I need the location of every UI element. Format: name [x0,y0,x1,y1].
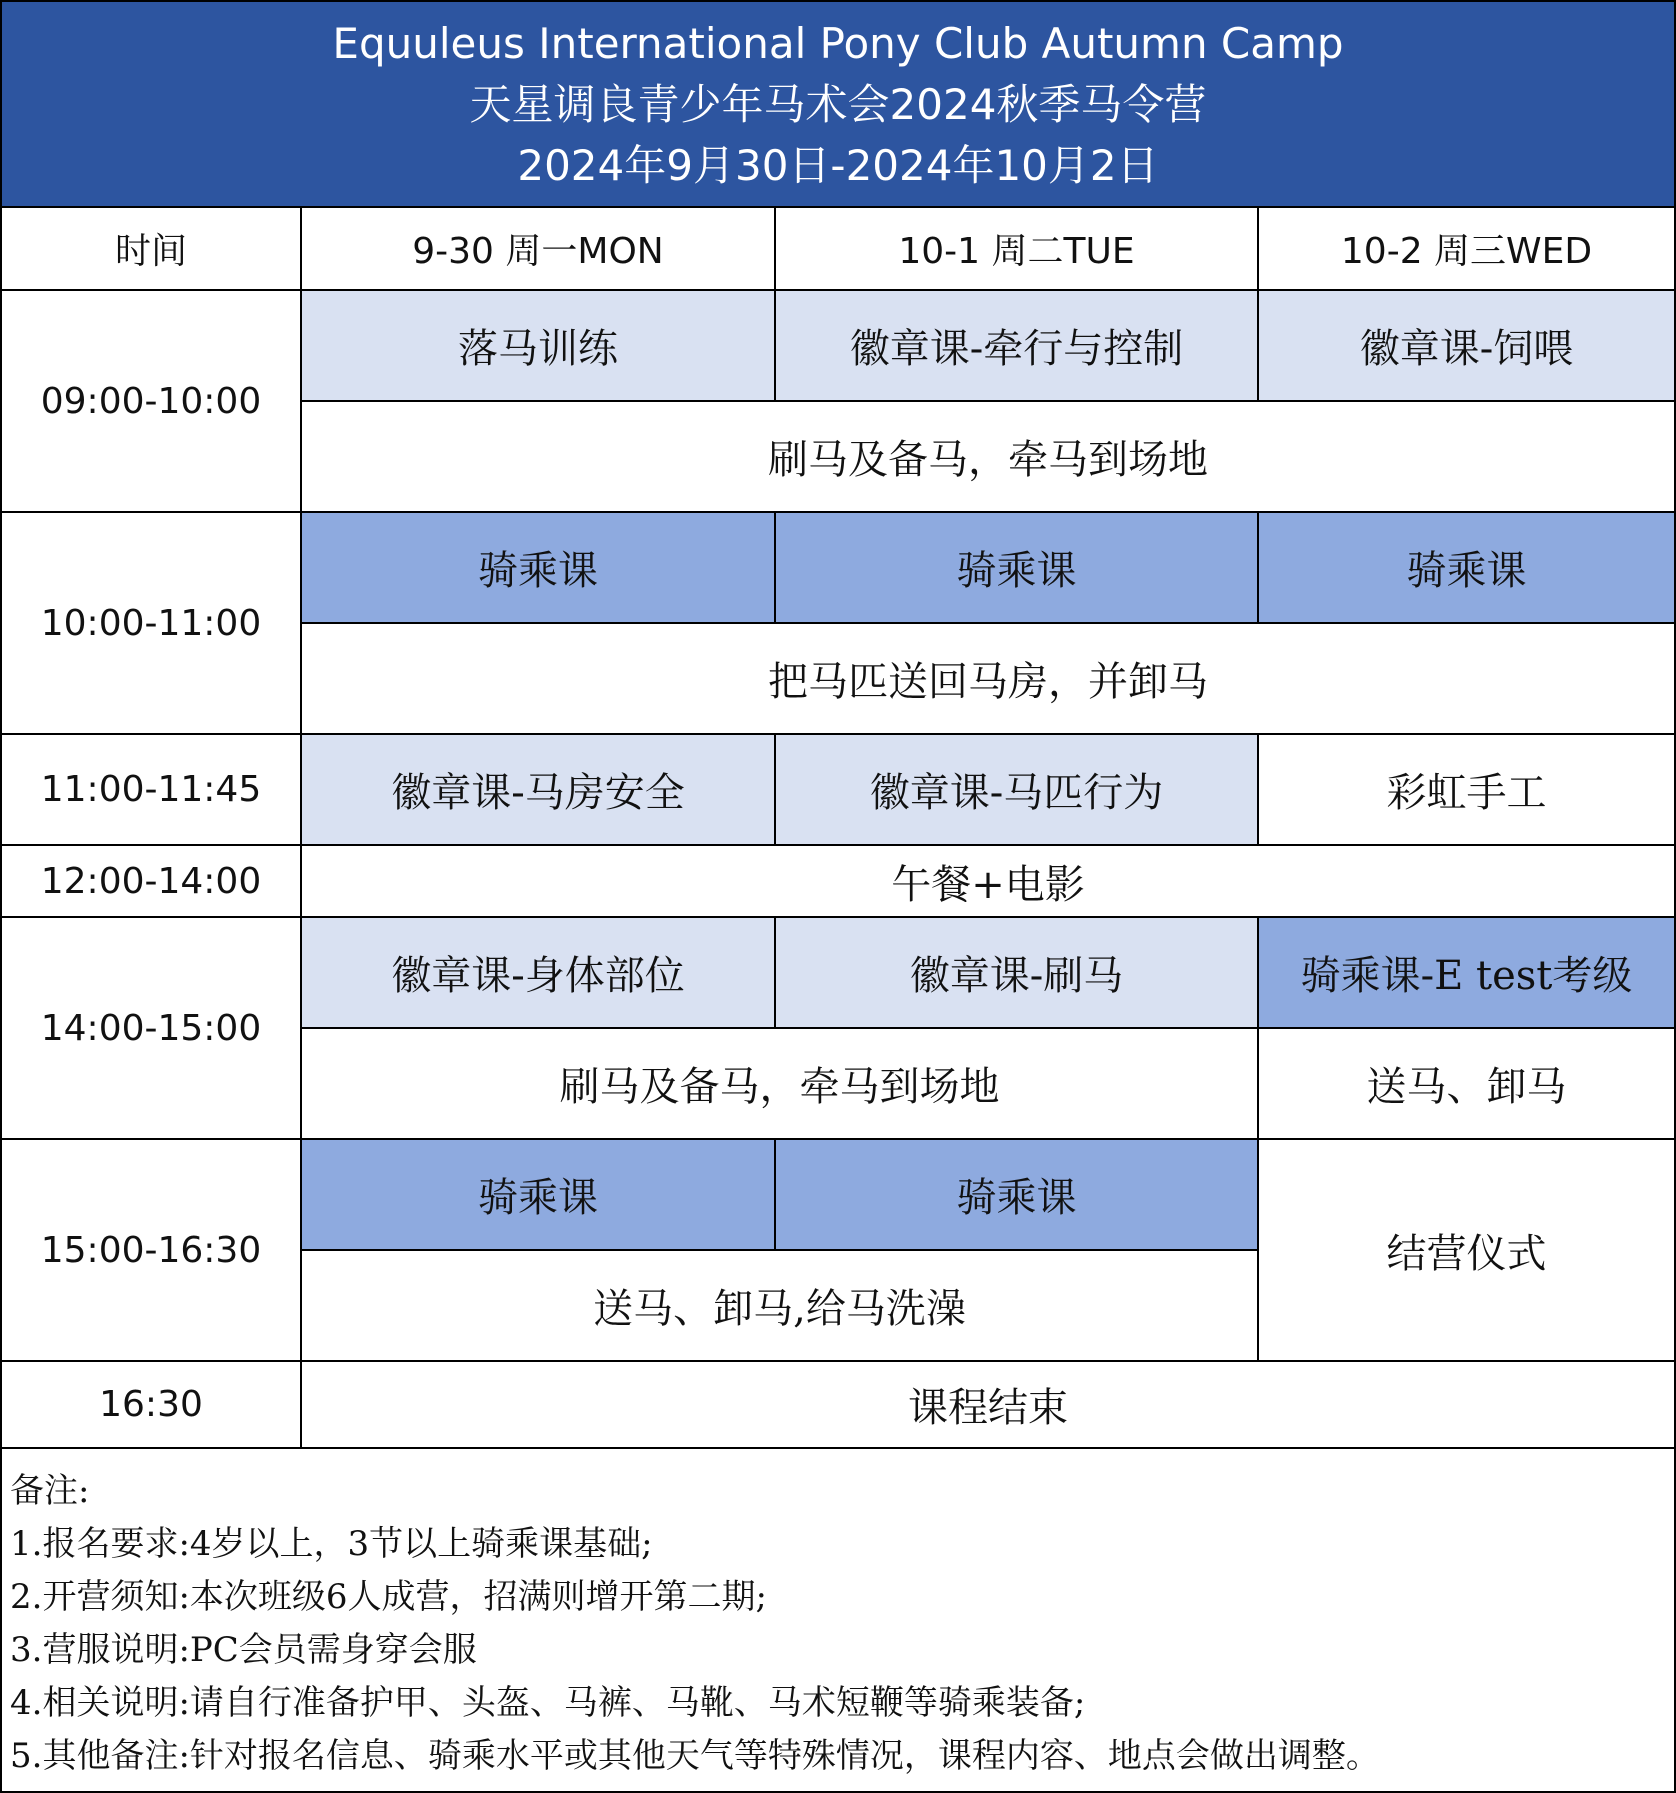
list-item [10,1624,1666,1677]
title-english: Equuleus International Pony Club Autumn Camp [332,18,1344,68]
table-row [2,845,1674,917]
time-slot-1000: 10:00-11:00 [2,512,301,734]
activity-cell: 徽章课-马匹行为 [775,734,1258,845]
activity-cell: 徽章课-身体部位 [301,917,775,1028]
activity-cell: 午餐+电影 [301,845,1674,917]
day-header-row [2,208,1674,290]
riding-cell: 骑乘课 [301,1139,775,1250]
table-row [2,290,1674,401]
activity-cell: 徽章课-马房安全 [301,734,775,845]
note-value: 4岁以上，3节以上骑乘课基础; [189,1524,653,1564]
time-column-header: 时间 [2,208,301,290]
note-key: 2.开营须知: [10,1577,190,1617]
riding-cell: 骑乘课 [301,512,775,623]
table-row [2,1361,1674,1448]
activity-cell: 落马训练 [301,290,775,401]
note-key: 1.报名要求: [10,1524,190,1564]
list-item [10,1730,1666,1783]
note-key: 5.其他备注: [10,1736,190,1776]
list-item [10,1518,1666,1571]
riding-exam-cell: 骑乘课-E test考级 [1258,917,1674,1028]
closing-ceremony-cell: 结营仪式 [1258,1139,1674,1361]
day-header-mon: 9-30 周一MON [301,208,775,290]
table-row [2,1139,1674,1250]
table-row [2,512,1674,623]
activity-cell: 课程结束 [301,1361,1674,1448]
riding-cell: 骑乘课 [775,1139,1258,1250]
activity-cell: 刷马及备马，牵马到场地 [301,401,1674,512]
riding-cell: 骑乘课 [775,512,1258,623]
activity-cell: 徽章课-饲喂 [1258,290,1674,401]
schedule-table [2,208,1674,1449]
time-slot-1200: 12:00-14:00 [2,845,301,917]
notes-section [2,1449,1674,1783]
note-value: PC会员需身穿会服 [189,1630,477,1670]
notes-heading: 备注: [10,1471,90,1511]
activity-cell: 把马匹送回马房，并卸马 [301,623,1674,734]
time-slot-1500: 15:00-16:30 [2,1139,301,1361]
day-header-wed: 10-2 周三WED [1258,208,1674,290]
title-chinese: 天星调良青少年马术会2024秋季马令营 [469,79,1207,129]
note-key: 3.营服说明: [10,1630,190,1670]
table-row [2,734,1674,845]
header-banner [2,2,1674,208]
note-value: 针对报名信息、骑乘水平或其他天气等特殊情况，课程内容、地点会做出调整。 [189,1736,1380,1776]
note-value: 请自行准备护甲、头盔、马裤、马靴、马术短鞭等骑乘装备; [189,1683,1086,1723]
activity-cell: 送马、卸马,给马洗澡 [301,1250,1258,1361]
camp-dates: 2024年9月30日-2024年10月2日 [517,140,1159,190]
activity-cell: 送马、卸马 [1258,1028,1674,1139]
activity-cell: 彩虹手工 [1258,734,1674,845]
list-item [10,1677,1666,1730]
time-slot-1630: 16:30 [2,1361,301,1448]
activity-cell: 徽章课-牵行与控制 [775,290,1258,401]
list-item [10,1571,1666,1624]
note-value: 本次班级6人成营，招满则增开第二期; [189,1577,767,1617]
day-header-tue: 10-1 周二TUE [775,208,1258,290]
table-row [2,917,1674,1028]
activity-cell: 徽章课-刷马 [775,917,1258,1028]
activity-cell: 刷马及备马，牵马到场地 [301,1028,1258,1139]
time-slot-1400: 14:00-15:00 [2,917,301,1139]
time-slot-1100: 11:00-11:45 [2,734,301,845]
riding-cell: 骑乘课 [1258,512,1674,623]
time-slot-0900: 09:00-10:00 [2,290,301,512]
note-key: 4.相关说明: [10,1683,190,1723]
